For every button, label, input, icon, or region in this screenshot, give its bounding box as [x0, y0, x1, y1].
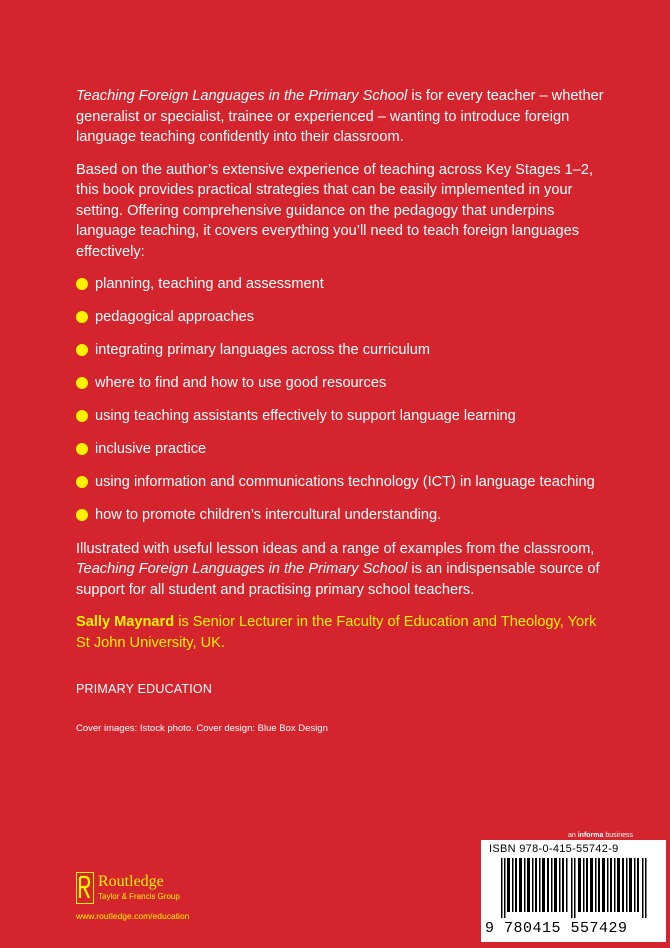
bullet-dot-icon	[76, 311, 88, 323]
intro-paragraph	[76, 86, 612, 148]
barcode-icon	[501, 858, 653, 918]
book-title-italic: Teaching Foreign Languages in the Primary School	[76, 561, 408, 577]
subject-category: PRIMARY EDUCATION	[76, 682, 213, 696]
routledge-logo-icon	[76, 872, 94, 904]
bullet-dot-icon	[76, 344, 88, 356]
intro-text: is for every teacher – whether generalist or specialist, trainee or experienced – wanting to introduce foreign language teaching confidently into their classroom.	[76, 88, 604, 145]
bullet-dot-icon	[76, 443, 88, 455]
author-bio: Sally Maynard is Senior Lecturer in the Faculty of Education and Theology, York St John University, UK.	[76, 614, 597, 651]
list-item: using teaching assistants effectively to support language learning	[76, 406, 612, 427]
list-item: using information and communications technology (ICT) in language teaching	[76, 472, 612, 493]
isbn-label: ISBN 978-0-415-55742-9	[489, 843, 619, 855]
publisher-name: Routledge	[98, 873, 164, 890]
list-item: inclusive practice	[76, 439, 612, 460]
topic-list	[76, 274, 612, 526]
bullet-dot-icon	[76, 377, 88, 389]
bullet-dot-icon	[76, 509, 88, 521]
publisher-block	[76, 872, 236, 922]
bullet-dot-icon	[76, 410, 88, 422]
publisher-group: Taylor & Francis Group	[98, 892, 180, 901]
bullet-dot-icon	[76, 278, 88, 290]
barcode-box	[481, 840, 666, 942]
publisher-url[interactable]: www.routledge.com/education	[76, 911, 190, 921]
list-item: integrating primary languages across the curriculum	[76, 340, 612, 361]
closing-paragraph: Illustrated with useful lesson ideas and a range of examples from the classroom, Teaching Foreign Languages in the Primary School is an indispensable source of support for all student and practising primary school teachers.	[76, 540, 600, 598]
list-item: how to promote children’s intercultural understanding.	[76, 505, 612, 526]
cover-credits: Cover images: Istock photo. Cover design: Blue Box Design	[76, 722, 328, 734]
bullet-dot-icon	[76, 476, 88, 488]
back-cover-text	[76, 86, 612, 739]
barcode-number: 9 780415 557429	[485, 920, 628, 937]
list-item: where to find and how to use good resources	[76, 373, 612, 394]
body-paragraph: Based on the author’s extensive experience of teaching across Key Stages 1–2, this book provides practical strategies that can be easily implemented in your setting. Offering comprehensive guidance on the pedagogy that underpins language teaching, it covers everything you’ll need to teach foreign languages effectively:	[76, 161, 594, 260]
book-title-italic: Teaching Foreign Languages in the Primary School	[76, 88, 408, 104]
informa-tagline: an informa business	[568, 832, 633, 839]
list-item: pedagogical approaches	[76, 307, 612, 328]
list-item: planning, teaching and assessment	[76, 274, 612, 295]
author-name: Sally Maynard	[76, 614, 175, 630]
